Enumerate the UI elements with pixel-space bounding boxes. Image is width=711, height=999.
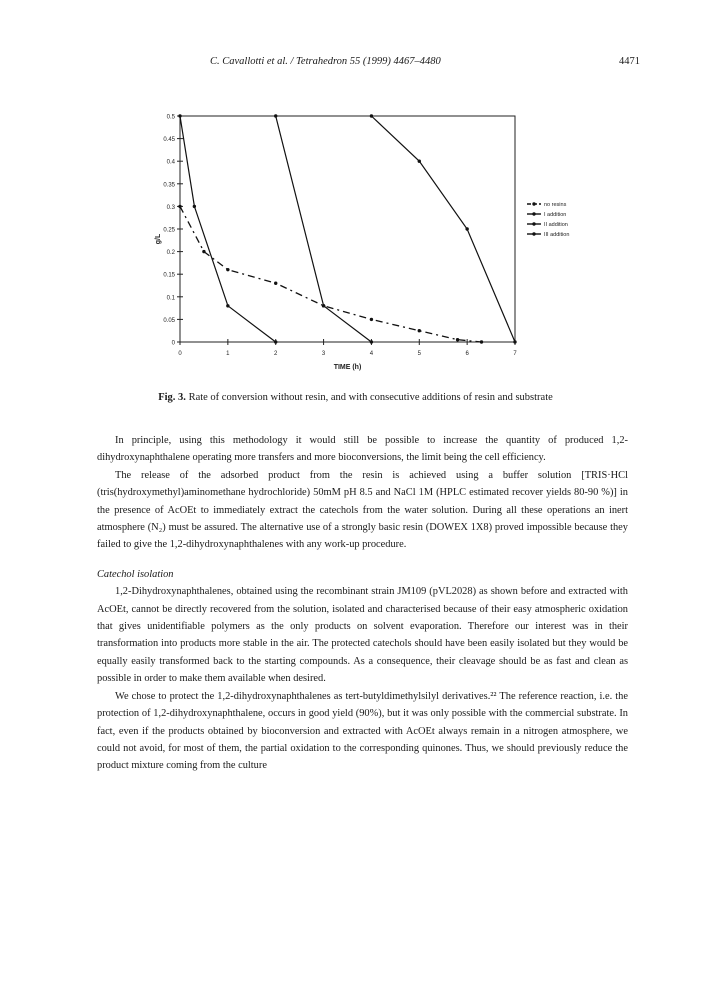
- data-point: [274, 114, 277, 117]
- y-tick-label: 0.15: [163, 272, 175, 279]
- y-tick-label: 0: [171, 340, 175, 347]
- y-tick-label: 0.25: [163, 227, 175, 234]
- x-tick-label: 4: [369, 351, 374, 357]
- data-point: [226, 304, 229, 307]
- legend-label: III addition: [544, 232, 570, 238]
- y-tick-label: 0.3: [166, 204, 175, 211]
- y-axis-label: g/L: [155, 233, 162, 245]
- data-point: [226, 268, 229, 271]
- data-point: [202, 250, 205, 253]
- x-tick-label: 3: [321, 351, 326, 357]
- legend-label: no resins: [544, 202, 567, 208]
- legend-label: I addition: [544, 212, 567, 218]
- y-tick-label: 0.35: [163, 182, 175, 189]
- y-tick-label: 0.4: [166, 159, 175, 166]
- data-point: [178, 114, 181, 117]
- y-tick-label: 0.2: [166, 250, 175, 257]
- y-tick-label: 0.1: [166, 295, 175, 302]
- data-point: [418, 160, 421, 163]
- caption-label: Fig. 3.: [158, 392, 186, 403]
- x-tick-label: 7: [513, 351, 517, 357]
- data-point: [456, 338, 459, 341]
- x-tick-label: 5: [417, 351, 421, 357]
- data-point: [370, 340, 373, 343]
- paragraph-1: In principle, using this methodology it would still be possible to increase the quantity of produced 1,2-dihydroxynaphthalene operating more transfers and more bioconversions, the limit being the cell efficiency.: [97, 435, 628, 464]
- conversion-rate-chart: [150, 108, 630, 380]
- data-point: [465, 227, 468, 230]
- data-point: [274, 340, 277, 343]
- section-heading: Catechol isolation: [97, 568, 174, 580]
- x-tick-label: 0: [178, 351, 182, 357]
- y-tick-label: 0.45: [163, 137, 175, 144]
- legend-label: II addition: [544, 222, 568, 228]
- data-point: [418, 329, 421, 332]
- legend-marker: [532, 212, 535, 215]
- data-point: [370, 114, 373, 117]
- legend-marker: [532, 222, 535, 225]
- series-line-4: [371, 116, 515, 342]
- data-point: [274, 282, 277, 285]
- data-point: [370, 318, 373, 321]
- series-line-1: [180, 206, 482, 342]
- paragraph-3: 1,2-Dihydroxynaphthalenes, obtained using the recombinant strain JM109 (pVL2028) as shown before and extracted with AcOEt, cannot be directly recovered from the solution, isolated and characterised because of their easy atmospheric oxidation that gives unidentifiable polymers as the only products on solvent evaporation. Therefore our interest was in their transformation into products more stable in the air. The protected catechols should have been easily isolated but they would be equally easily transformed back to the starting compounds. As a consequence, their cleavage should be as fast and clean as possible in order to make them available when desired.: [97, 586, 628, 685]
- data-point: [193, 205, 196, 208]
- series-line-3: [276, 116, 372, 342]
- figure-caption: [0, 392, 711, 403]
- body-text: [97, 432, 628, 775]
- paragraph-2: The release of the adsorbed product from the resin is achieved using a buffer solution [TRIS·HCl (tris(hydroxymethyl)aminomethane hydrochloride) 50mM pH 8.5 and NaCl 1M (HPLC estimated recover yields 80-90 %)] in the presence of AcOEt to immediately extract the catechols from the water solution. During all these operations an inert atmosphere (N₂) must be assured. The alternative use of a strongly basic resin (DOWEX 1X8) proved impossible because they failed to give the 1,2-dihydroxynaphthalenes with any work-up procedure.: [97, 469, 628, 551]
- data-point: [513, 340, 516, 343]
- legend-marker: [532, 202, 535, 205]
- figure-3: [150, 108, 630, 380]
- data-point: [178, 205, 181, 208]
- x-tick-label: 2: [274, 351, 278, 357]
- data-point: [480, 340, 483, 343]
- y-tick-label: 0.05: [163, 317, 175, 324]
- x-tick-label: 1: [226, 351, 230, 357]
- x-axis-label: TIME (h): [333, 364, 362, 371]
- x-tick-label: 6: [465, 351, 469, 357]
- page-number: 4471: [619, 56, 640, 67]
- legend-marker: [532, 232, 535, 235]
- page-header: [0, 56, 711, 72]
- y-tick-label: 0.5: [166, 114, 175, 121]
- data-point: [322, 304, 325, 307]
- paragraph-4: We chose to protect the 1,2-dihydroxynaphthalenes as tert-butyldimethylsilyl derivatives.²² The reference reaction, i.e. the protection of 1,2-dihydroxynaphthalene, occurs in good yield (90%), but it was only possible with the commercial substrate. In fact, even if the products obtained by bioconversion and extracted with AcOEt always remain in a nitrogen atmosphere, we could not avoid, for most of them, the partial oxidation to the corresponding quinones. Thus, we should previously reduce the product mixture coming from the culture: [97, 690, 628, 772]
- caption-text: Rate of conversion without resin, and with consecutive additions of resin and substrate: [188, 392, 553, 403]
- running-head: C. Cavallotti et al. / Tetrahedron 55 (1999) 4467–4480: [210, 56, 441, 67]
- series-line-2: [180, 116, 276, 342]
